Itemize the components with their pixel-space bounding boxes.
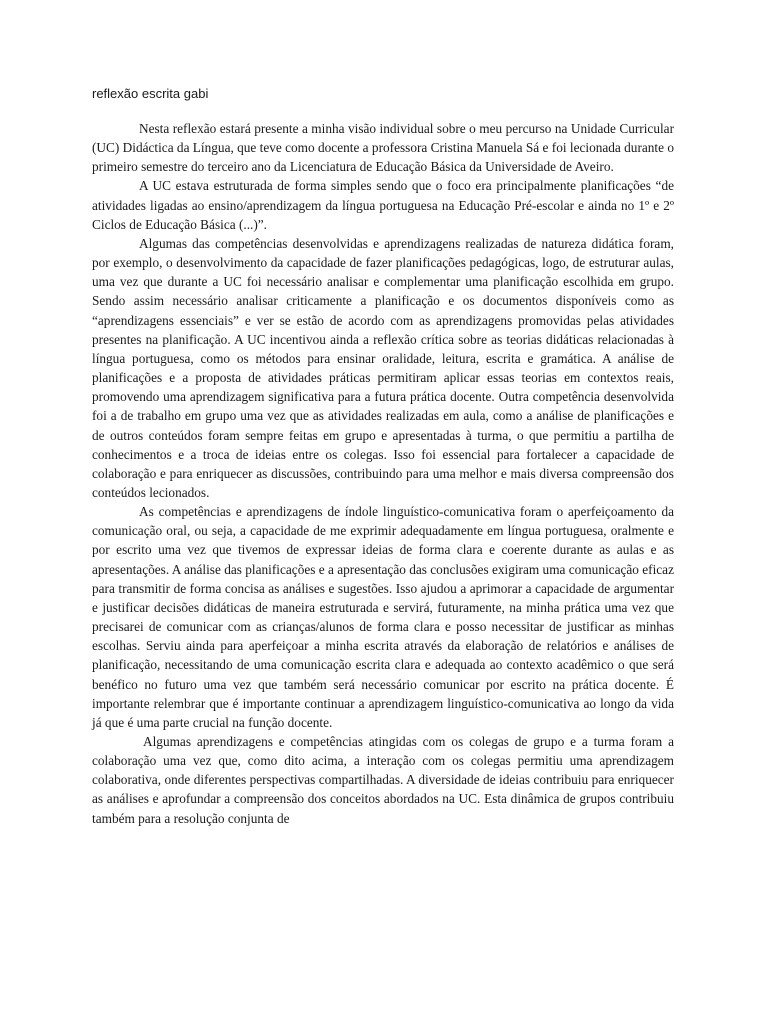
- document-title: reflexão escrita gabi: [92, 86, 209, 101]
- paragraph-uc-structure: A UC estava estruturada de forma simples sendo que o foco era principalmente planificações “de atividades ligadas ao ensino/aprendizagem da língua portuguesa na Educação Pré-escolar e ainda no 1º e 2º Ciclos de Educação Básica (...)”.: [92, 178, 674, 232]
- paragraph-didactic-competencies: Algumas das competências desenvolvidas e aprendizagens realizadas de natureza didática foram, por exemplo, o desenvolvimento da capacidade de fazer planificações pedagógicas, logo, de estruturar aulas, uma vez que durante a UC foi necessário analisar e complementar uma planificação escolhida em grupo. Sendo assim necessário analisar criticamente a planificação e os documentos disponíveis como as “aprendizagens essenciais” e ver se estão de acordo com as aprendizagens promovidas pelas atividades presentes na planificação. A UC incentivou ainda a reflexão crítica sobre as teorias didáticas relacionadas à língua portuguesa, como os métodos para ensinar oralidade, leitura, escrita e gramática. A análise de planificações e a proposta de atividades práticas permitiram aplicar essas teorias em contextos reais, promovendo uma aprendizagem significativa para a futura prática docente. Outra competência desenvolvida foi a de trabalho em grupo uma vez que as atividades realizadas em aula, como a análise de planificações e de outros conteúdos foram sempre feitas em grupo e apresentadas à turma, o que permitiu a partilha de conhecimentos e a troca de ideias entre os colegas. Isso foi essencial para fortalecer a capacidade de colaboração e para enriquecer as discussões, contribuindo para uma melhor e mais diversa compreensão dos conteúdos lecionados.: [92, 235, 674, 500]
- paragraph-linguistic-communicative: As competências e aprendizagens de índole linguístico-comunicativa foram o aperfeiçoamento da comunicação oral, ou seja, a capacidade de me exprimir adequadamente em língua portuguesa, oralmente e por escrito uma vez que tivemos de expressar ideias de forma clara e coerente durante as aulas e as apresentações. A análise das planificações e a apresentação das conclusões exigiram uma comunicação eficaz para transmitir de forma concisa as análises e sugestões. Isso ajudou a aprimorar a capacidade de argumentar e justificar decisões didáticas de maneira estruturada e servirá, futuramente, na minha prática uma vez que precisarei de comunicar com as crianças/alunos de forma clara e posso necessitar de justificar as minhas escolhas. Serviu ainda para aperfeiçoar a minha escrita através da elaboração de relatórios e análises de planificação, necessitando de uma comunicação escrita clara e adequada ao contexto acadêmico o que será benéfico no futuro uma vez que também será necessário comunicar por escrito na prática docente. É importante relembrar que é importante continuar a aprendizagem linguístico-comunicativa ao longo da vida já que é uma parte crucial na função docente.: [92, 504, 674, 730]
- document-body: [92, 119, 674, 828]
- paragraph-introduction: Nesta reflexão estará presente a minha visão individual sobre o meu percurso na Unidade Curricular (UC) Didáctica da Língua, que teve como docente a professora Cristina Manuela Sá e foi lecionada durante o primeiro semestre do terceiro ano da Licenciatura de Educação Básica da Universidade de Aveiro.: [92, 121, 674, 175]
- paragraph-group-collaboration: Algumas aprendizagens e competências atingidas com os colegas de grupo e a turma foram a colaboração uma vez que, como dito acima, a interação com os colegas permitiu uma aprendizagem colaborativa, onde diferentes perspectivas compartilhadas. A diversidade de ideias contribuiu para enriquecer as análises e aprofundar a compreensão dos conceitos abordados na UC. Esta dinâmica de grupos contribuiu também para a resolução conjunta de: [92, 734, 674, 826]
